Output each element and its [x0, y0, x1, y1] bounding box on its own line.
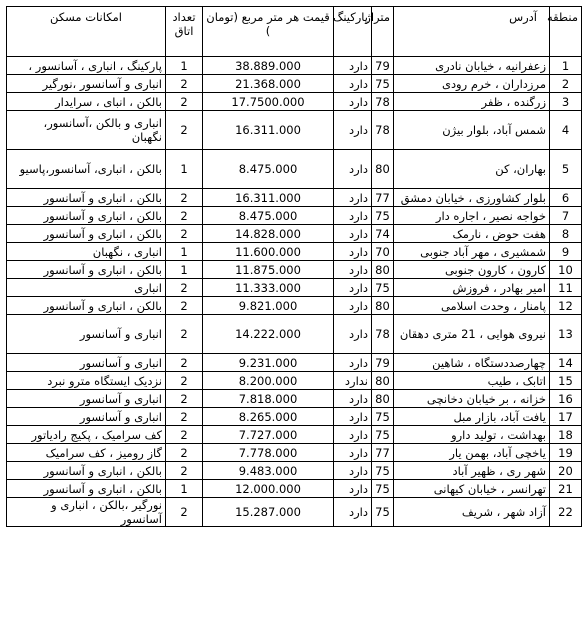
table-body — [7, 57, 582, 527]
table-row — [7, 93, 582, 111]
region-cell: 21 — [550, 480, 582, 498]
price-cell: 11.333.000 — [203, 279, 334, 297]
address-cell: خزانه ، بر خیابان دخانچی — [394, 390, 550, 408]
region-cell: 19 — [550, 444, 582, 462]
address-cell: شمس آباد، بلوار بیژن — [394, 111, 550, 150]
price-cell: 9.231.000 — [203, 354, 334, 372]
parking-cell: دارد — [334, 354, 372, 372]
address-cell: یافت آباد، بازار مبل — [394, 408, 550, 426]
rooms-cell: 2 — [166, 111, 203, 150]
parking-cell: دارد — [334, 297, 372, 315]
rooms-cell: 2 — [166, 462, 203, 480]
area-cell: 79 — [372, 354, 394, 372]
header-address: آدرس — [394, 7, 550, 57]
amenities-cell: انباری و آسانسور — [7, 315, 166, 354]
amenities-cell: انباری و آسانسور ،نورگیر — [7, 75, 166, 93]
price-cell: 7.727.000 — [203, 426, 334, 444]
parking-cell: دارد — [334, 111, 372, 150]
table-row — [7, 315, 582, 354]
address-cell: آزاد شهر ، شریف — [394, 498, 550, 527]
region-cell: 9 — [550, 243, 582, 261]
price-cell: 12.000.000 — [203, 480, 334, 498]
address-cell: هفت حوض ، نارمک — [394, 225, 550, 243]
address-cell: تهرانسر ، خیابان کیهانی — [394, 480, 550, 498]
price-cell: 8.475.000 — [203, 207, 334, 225]
address-cell: امیر بهادر ، فروزش — [394, 279, 550, 297]
parking-cell: دارد — [334, 261, 372, 279]
table-row — [7, 189, 582, 207]
region-cell: 4 — [550, 111, 582, 150]
region-cell: 5 — [550, 150, 582, 189]
region-cell: 20 — [550, 462, 582, 480]
table-row — [7, 297, 582, 315]
rooms-cell: 1 — [166, 261, 203, 279]
rooms-cell: 2 — [166, 297, 203, 315]
table-row — [7, 261, 582, 279]
parking-cell: دارد — [334, 93, 372, 111]
table-row — [7, 408, 582, 426]
address-cell: زرگنده ، ظفر — [394, 93, 550, 111]
region-cell: 11 — [550, 279, 582, 297]
rooms-cell: 2 — [166, 75, 203, 93]
price-cell: 8.200.000 — [203, 372, 334, 390]
parking-cell: دارد — [334, 390, 372, 408]
address-cell: شمشیری ، مهر آباد جنوبی — [394, 243, 550, 261]
price-cell: 14.222.000 — [203, 315, 334, 354]
address-cell: پامنار ، وحدت اسلامی — [394, 297, 550, 315]
parking-cell: دارد — [334, 498, 372, 527]
address-cell: اتابک ، طیب — [394, 372, 550, 390]
region-cell: 15 — [550, 372, 582, 390]
rooms-cell: 1 — [166, 480, 203, 498]
rooms-cell: 2 — [166, 354, 203, 372]
address-cell: زعفرانیه ، خیابان نادری — [394, 57, 550, 75]
table-row — [7, 480, 582, 498]
rooms-cell: 2 — [166, 426, 203, 444]
amenities-cell: پارکینگ ، انباری ، آسانسور ، — [7, 57, 166, 75]
region-cell: 10 — [550, 261, 582, 279]
area-cell: 78 — [372, 93, 394, 111]
price-cell: 14.828.000 — [203, 225, 334, 243]
parking-cell: دارد — [334, 57, 372, 75]
amenities-cell: بالکن ، انباری و آسانسور — [7, 189, 166, 207]
parking-cell: دارد — [334, 315, 372, 354]
area-cell: 79 — [372, 57, 394, 75]
amenities-cell: انباری و آسانسور — [7, 408, 166, 426]
region-cell: 13 — [550, 315, 582, 354]
area-cell: 75 — [372, 207, 394, 225]
area-cell: 75 — [372, 462, 394, 480]
address-cell: چهارصددستگاه ، شاهین — [394, 354, 550, 372]
rooms-cell: 2 — [166, 189, 203, 207]
header-price: قیمت هر متر مربع (تومان ) — [203, 7, 334, 57]
table-row — [7, 444, 582, 462]
amenities-cell: انباری و آسانسور — [7, 354, 166, 372]
area-cell: 74 — [372, 225, 394, 243]
table-row — [7, 75, 582, 93]
address-cell: کارون ، کارون جنوبی — [394, 261, 550, 279]
area-cell: 77 — [372, 189, 394, 207]
rooms-cell: 1 — [166, 150, 203, 189]
header-amenities: امکانات مسکن — [7, 7, 166, 57]
amenities-cell: بالکن ، انباری و آسانسور — [7, 207, 166, 225]
region-cell: 3 — [550, 93, 582, 111]
price-cell: 17.7500.000 — [203, 93, 334, 111]
rooms-cell: 2 — [166, 207, 203, 225]
region-cell: 12 — [550, 297, 582, 315]
amenities-cell: نزدیک ایستگاه مترو نبرد — [7, 372, 166, 390]
region-cell: 17 — [550, 408, 582, 426]
amenities-cell: انباری ، نگهبان — [7, 243, 166, 261]
price-cell: 38.889.000 — [203, 57, 334, 75]
table-row — [7, 498, 582, 527]
table-row — [7, 57, 582, 75]
header-row — [7, 7, 582, 57]
rooms-cell: 1 — [166, 57, 203, 75]
header-region: منطقه — [550, 7, 582, 57]
amenities-cell: بالکن ، انباری، آسانسور،پاسیو — [7, 150, 166, 189]
table-row — [7, 225, 582, 243]
rooms-cell: 2 — [166, 390, 203, 408]
rooms-cell: 1 — [166, 243, 203, 261]
parking-cell: دارد — [334, 408, 372, 426]
table-row — [7, 390, 582, 408]
price-cell: 7.778.000 — [203, 444, 334, 462]
price-cell: 11.875.000 — [203, 261, 334, 279]
area-cell: 75 — [372, 75, 394, 93]
amenities-cell: نورگیر ،بالکن ، انباری و آسانسور — [7, 498, 166, 527]
table-row — [7, 207, 582, 225]
rooms-cell: 2 — [166, 93, 203, 111]
region-cell: 2 — [550, 75, 582, 93]
header-parking: پارکینگ — [334, 7, 372, 57]
amenities-cell: انباری — [7, 279, 166, 297]
price-cell: 21.368.000 — [203, 75, 334, 93]
area-cell: 78 — [372, 111, 394, 150]
area-cell: 70 — [372, 243, 394, 261]
rooms-cell: 2 — [166, 372, 203, 390]
address-cell: یاخچی آباد، بهمن یار — [394, 444, 550, 462]
table-row — [7, 372, 582, 390]
header-rooms: تعداد اتاق — [166, 7, 203, 57]
rooms-cell: 2 — [166, 444, 203, 462]
region-cell: 7 — [550, 207, 582, 225]
table-row — [7, 243, 582, 261]
parking-cell: دارد — [334, 75, 372, 93]
price-cell: 8.265.000 — [203, 408, 334, 426]
parking-cell: دارد — [334, 225, 372, 243]
area-cell: 75 — [372, 498, 394, 527]
amenities-cell: بالکن ، انباری و آسانسور — [7, 261, 166, 279]
table-row — [7, 111, 582, 150]
address-cell: مرزداران ، خرم رودی — [394, 75, 550, 93]
amenities-cell: گاز رومیز ، کف سرامیک — [7, 444, 166, 462]
area-cell: 80 — [372, 261, 394, 279]
amenities-cell: بالکن ، انباری و آسانسور — [7, 225, 166, 243]
amenities-cell: انباری و بالکن ،آسانسور، نگهبان — [7, 111, 166, 150]
address-cell: بلوار کشاورزی ، خیابان دمشق — [394, 189, 550, 207]
region-cell: 18 — [550, 426, 582, 444]
amenities-cell: انباری و آسانسور — [7, 390, 166, 408]
amenities-cell: بالکن ، انباری و آسانسور — [7, 462, 166, 480]
amenities-cell: بالکن ، انباری و آسانسور — [7, 297, 166, 315]
parking-cell: دارد — [334, 444, 372, 462]
parking-cell: دارد — [334, 207, 372, 225]
housing-price-table — [6, 6, 582, 527]
region-cell: 14 — [550, 354, 582, 372]
area-cell: 80 — [372, 150, 394, 189]
parking-cell: دارد — [334, 279, 372, 297]
address-cell: خواجه نصیر ، اجاره دار — [394, 207, 550, 225]
parking-cell: دارد — [334, 189, 372, 207]
area-cell: 75 — [372, 426, 394, 444]
rooms-cell: 2 — [166, 225, 203, 243]
rooms-cell: 2 — [166, 498, 203, 527]
region-cell: 16 — [550, 390, 582, 408]
region-cell: 22 — [550, 498, 582, 527]
price-cell: 8.475.000 — [203, 150, 334, 189]
area-cell: 75 — [372, 408, 394, 426]
region-cell: 1 — [550, 57, 582, 75]
price-cell: 16.311.000 — [203, 111, 334, 150]
address-cell: شهر ری ، ظهیر آباد — [394, 462, 550, 480]
area-cell: 80 — [372, 372, 394, 390]
price-cell: 9.483.000 — [203, 462, 334, 480]
parking-cell: ندارد — [334, 372, 372, 390]
region-cell: 6 — [550, 189, 582, 207]
price-cell: 9.821.000 — [203, 297, 334, 315]
address-cell: بهاران، کن — [394, 150, 550, 189]
area-cell: 75 — [372, 279, 394, 297]
area-cell: 80 — [372, 390, 394, 408]
rooms-cell: 2 — [166, 279, 203, 297]
region-cell: 8 — [550, 225, 582, 243]
parking-cell: دارد — [334, 150, 372, 189]
table-row — [7, 150, 582, 189]
price-cell: 15.287.000 — [203, 498, 334, 527]
parking-cell: دارد — [334, 462, 372, 480]
price-cell: 16.311.000 — [203, 189, 334, 207]
area-cell: 78 — [372, 315, 394, 354]
table-row — [7, 354, 582, 372]
area-cell: 80 — [372, 297, 394, 315]
area-cell: 75 — [372, 480, 394, 498]
area-cell: 77 — [372, 444, 394, 462]
rooms-cell: 2 — [166, 315, 203, 354]
amenities-cell: بالکن ، انباری و آسانسور — [7, 480, 166, 498]
price-cell: 7.818.000 — [203, 390, 334, 408]
table-row — [7, 279, 582, 297]
table-row — [7, 426, 582, 444]
amenities-cell: کف سرامیک ، پکیج رادیاتور — [7, 426, 166, 444]
parking-cell: دارد — [334, 426, 372, 444]
parking-cell: دارد — [334, 243, 372, 261]
table-row — [7, 462, 582, 480]
price-cell: 11.600.000 — [203, 243, 334, 261]
parking-cell: دارد — [334, 480, 372, 498]
address-cell: نیروی هوایی ، 21 متری دهقان — [394, 315, 550, 354]
rooms-cell: 2 — [166, 408, 203, 426]
header-area: متراژ — [372, 7, 394, 57]
amenities-cell: بالکن ، انبای ، سرایدار — [7, 93, 166, 111]
address-cell: بهداشت ، تولید دارو — [394, 426, 550, 444]
